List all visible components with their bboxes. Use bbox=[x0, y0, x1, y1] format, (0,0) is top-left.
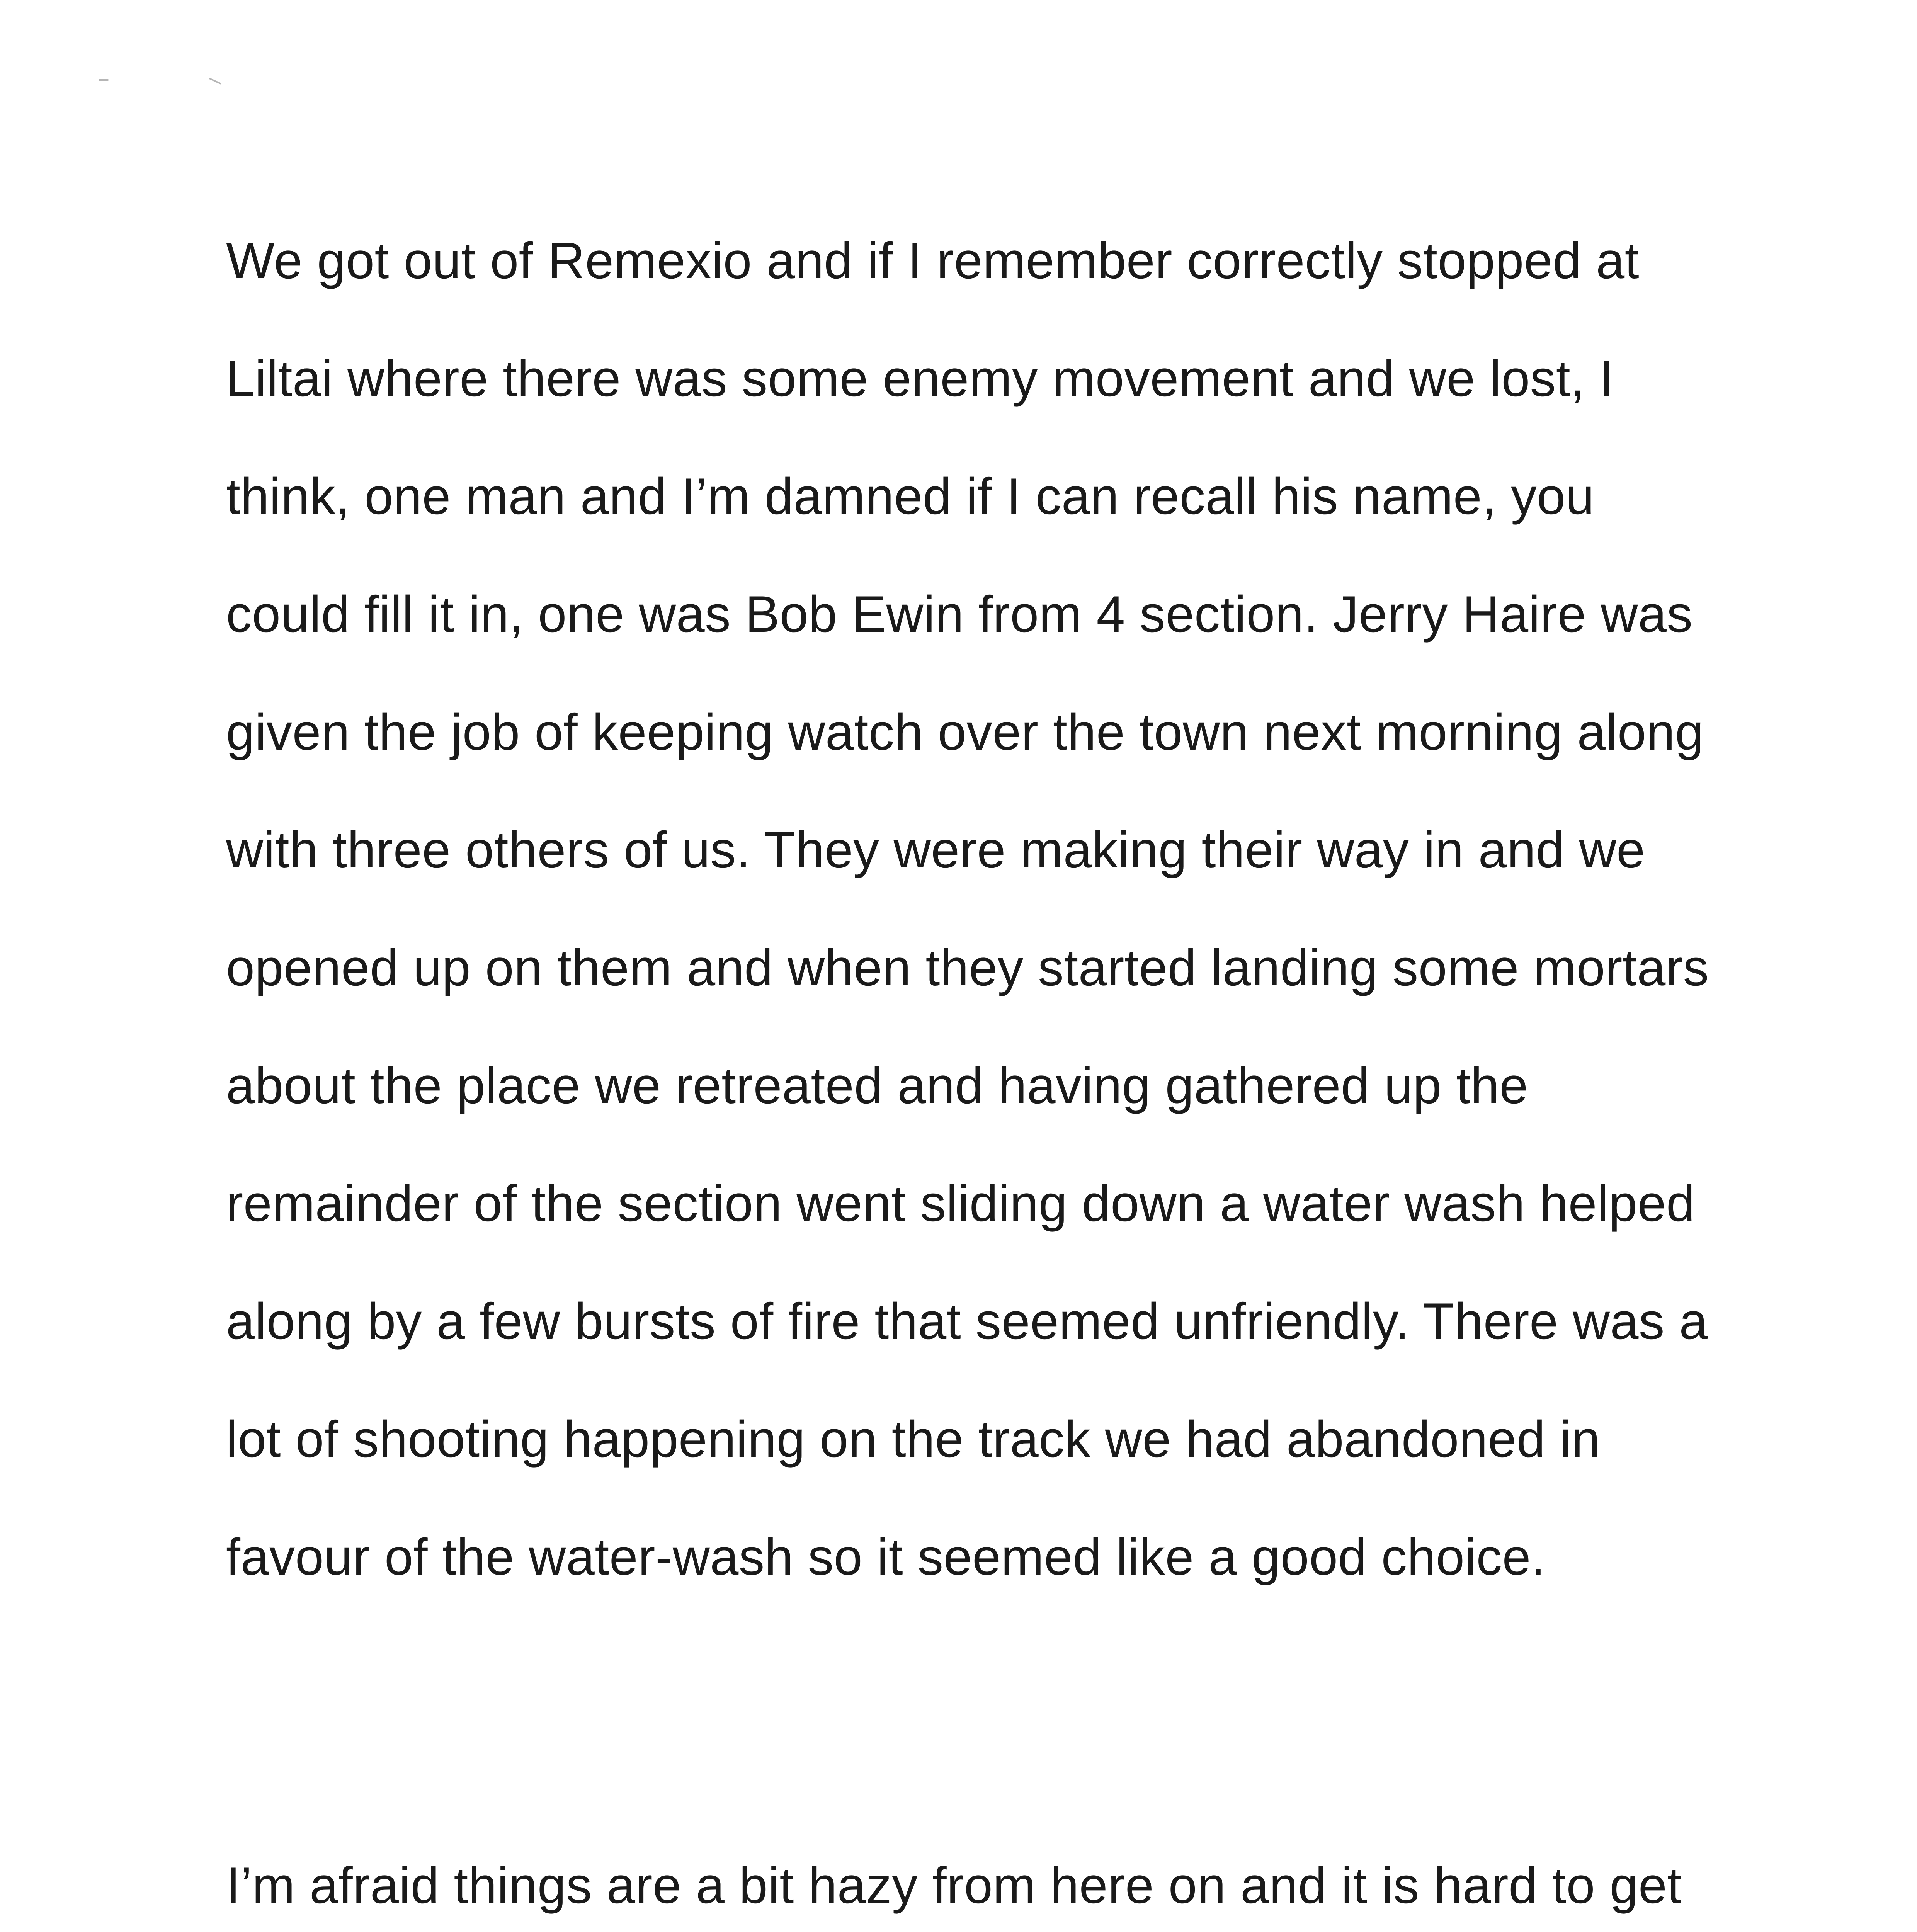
scan-fleck bbox=[99, 79, 109, 81]
paragraph-hazy-memory: I’m afraid things are a bit hazy from here on and it is hard to get bbox=[226, 1857, 1682, 1914]
scan-fleck bbox=[209, 78, 222, 85]
paragraph-remexio-liltai: We got out of Remexio and if I remember correctly stopped at Liltai where there was some enemy movement and we lost, I think, one man and I’m damned if I can recall his name, you could fill it in, one was Bob Ewin from 4 section. Jerry Haire was given the job of keeping watch over the town next morning along with three others of us. They were making their way in and we opened up on them and when they started landing some mortars about the place we retreated and having gathered up the remainder of the section went sliding down a water wash helped along by a few bursts of fire that seemed unfriendly. There was a lot of shooting happening on the track we had abandoned in favour of the water-wash so it seemed like a good choice. bbox=[226, 232, 1709, 1586]
